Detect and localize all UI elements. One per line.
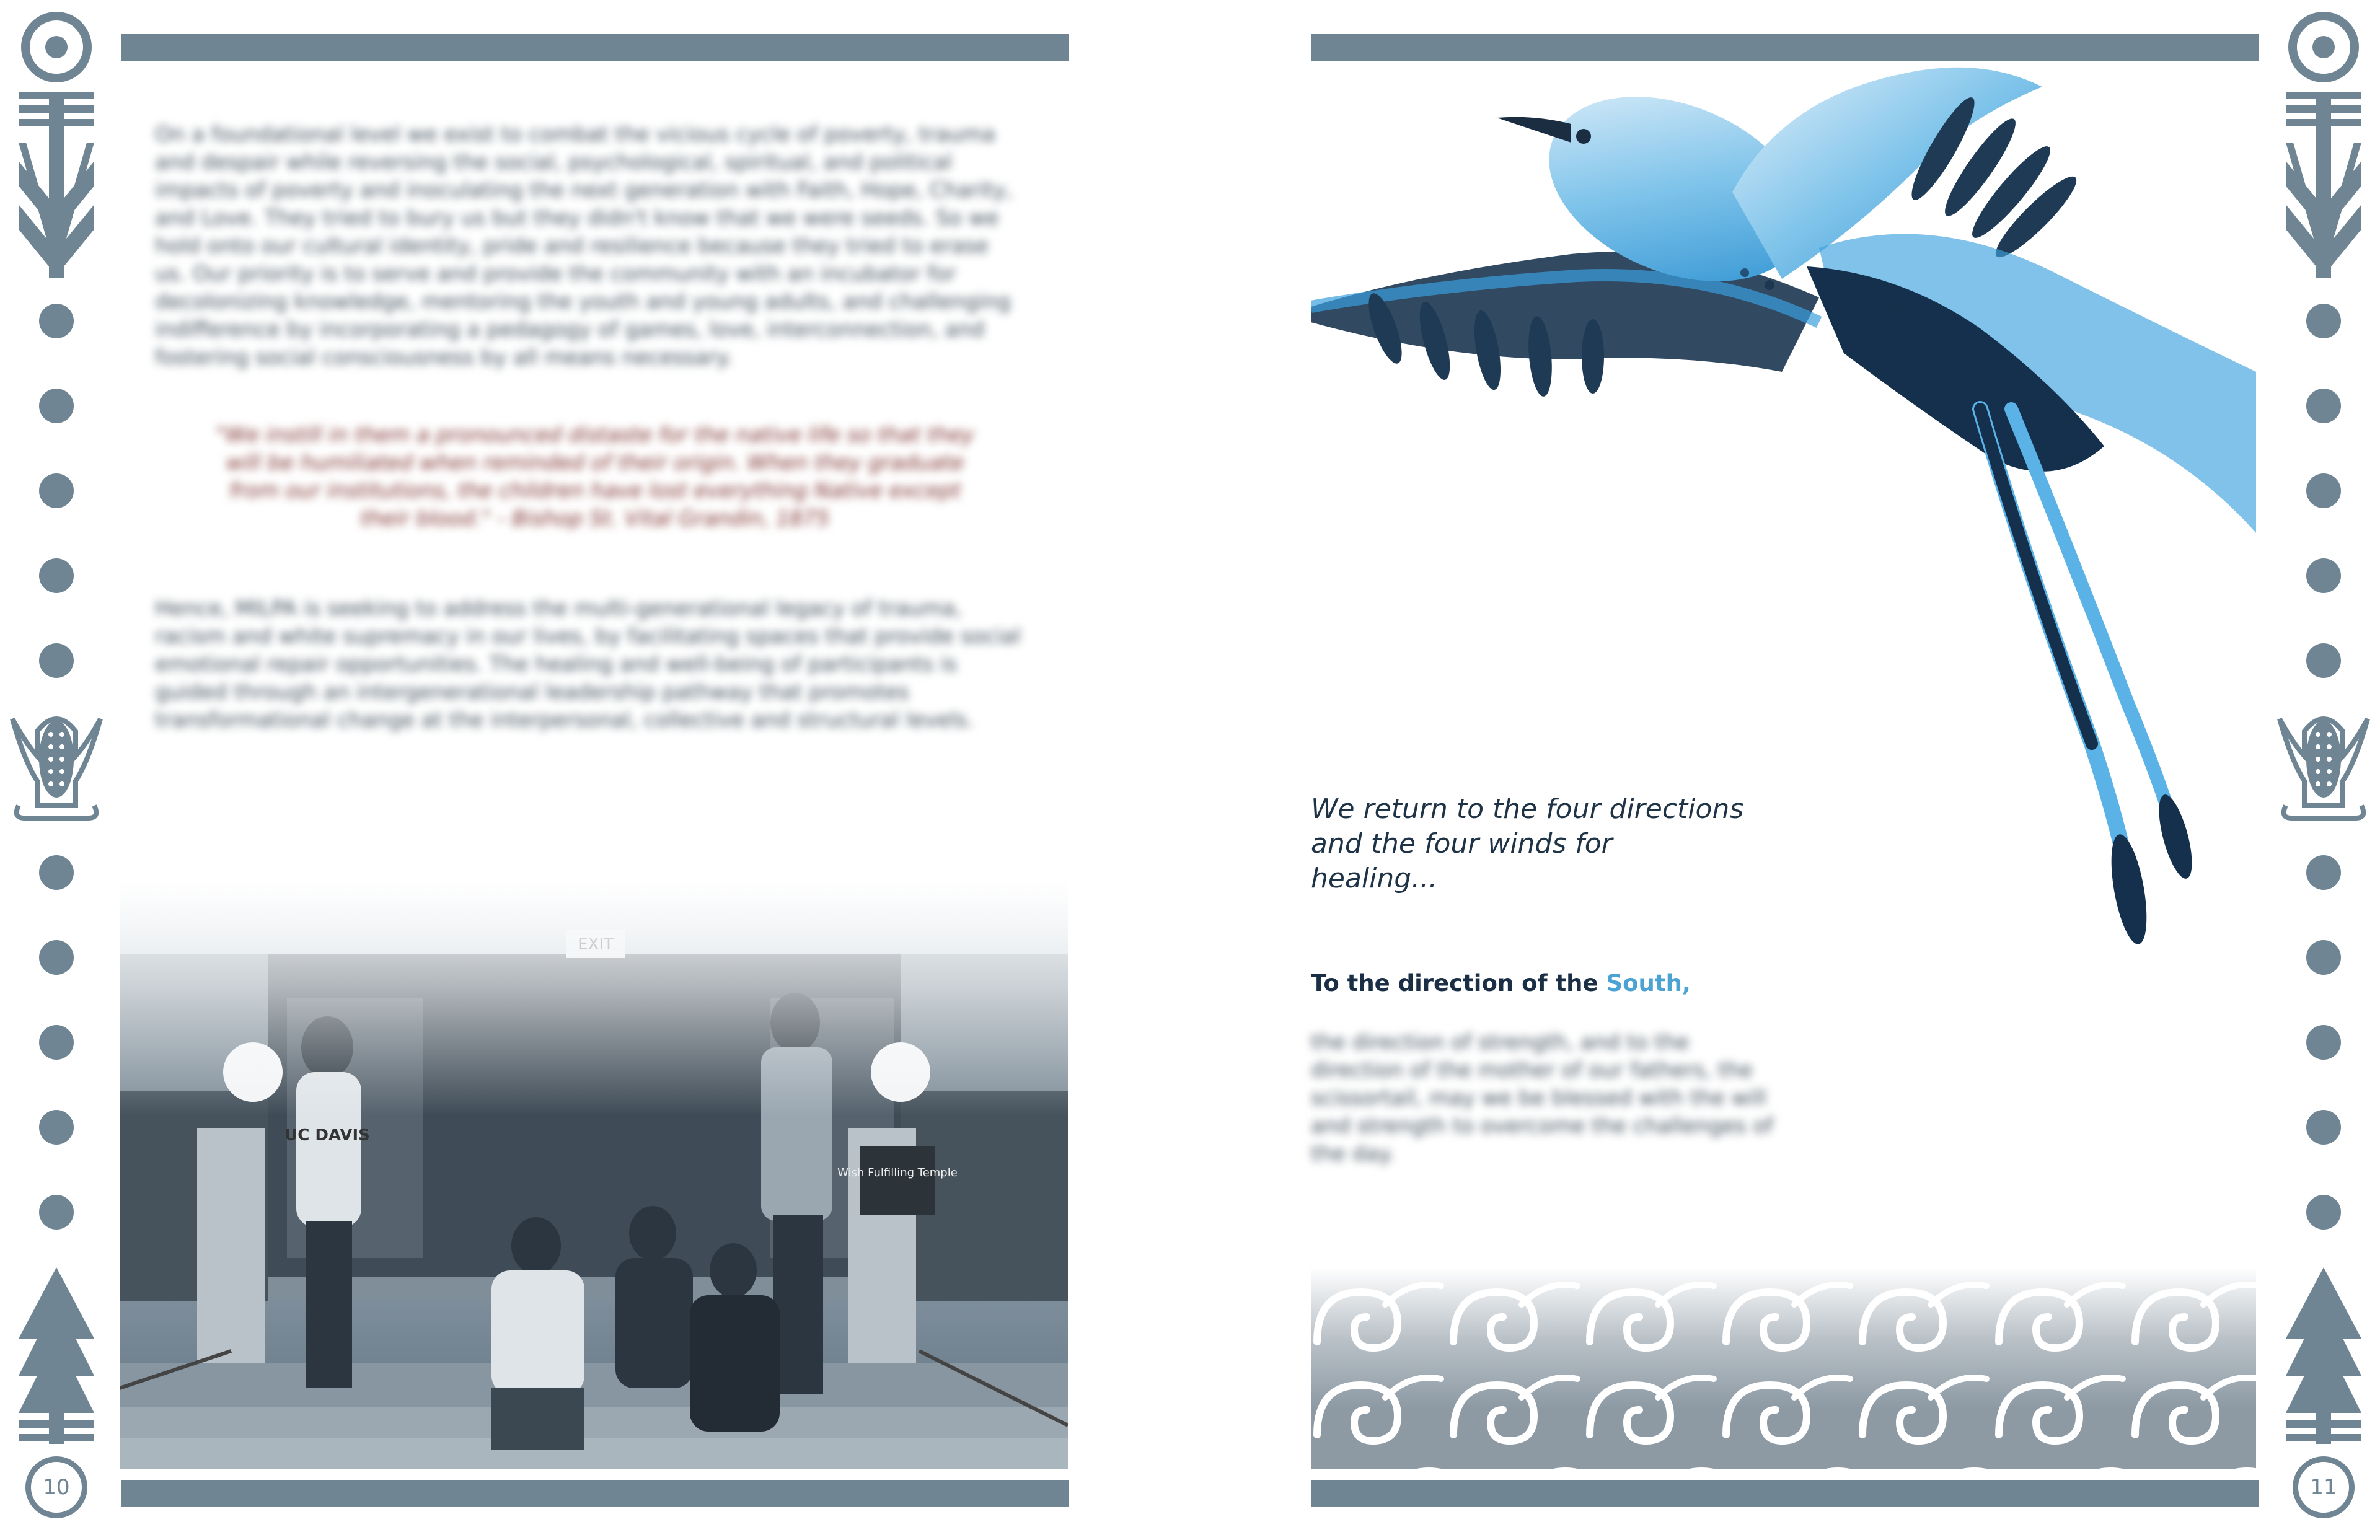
page-number-right: 11 <box>2293 1456 2355 1518</box>
group-photo <box>120 880 1068 1469</box>
page-number-left: 10 <box>25 1456 87 1518</box>
target-icon <box>2293 16 2355 78</box>
left-bottom-bar <box>121 1480 1069 1507</box>
right-border-art <box>2267 0 2380 1540</box>
left-top-bar <box>121 34 1069 61</box>
tree-icon <box>19 1267 94 1444</box>
intro-italic-heading: We return to the four directions and the four winds for healing... <box>1311 793 1744 894</box>
dot-icon <box>2306 304 2341 678</box>
corn-icon <box>2280 719 2368 818</box>
group-photo-art <box>120 880 1068 1469</box>
corn-icon <box>12 719 100 818</box>
right-decorative-border <box>2267 0 2380 1540</box>
direction-name: South, <box>1606 970 1691 997</box>
left-decorative-border <box>0 0 113 1540</box>
left-paragraph-1: On a foundational level we exist to combat the vicious cycle of poverty, trauma and despair while reversing the social, psychological, spiritual, and political impacts of poverty and inoculating the next generation with Faith, Hope, Charity, and Love. They tried to bury us but they didn't know that we were seeds. So we hold onto our cultural identity, pride and resilience because they tried to erase us. Our priority is to serve and provide the community with an incubator for decolonizing knowledge, mentoring the youth and young adults, and challenging indifference by incorporating a pedagogy of games, love, interconnection, and fostering social consciousness by all means necessary. <box>155 122 1013 370</box>
direction-body: the direction of strength, and to the direction of the mother of our fathers, the scissortail, may we be blessed with the will and strength to overcome the challenges of the day. <box>1311 1030 1773 1166</box>
direction-heading <box>1311 970 1691 997</box>
direction-prefix: To the direction of the <box>1311 970 1606 997</box>
left-paragraph-2: Hence, MILPA is seeking to address the multi-generational legacy of trauma, racism and white supremacy in our lives, by facilitating spaces that provide social emotional repair opportunities. The healing and well-being of participants is guided through an intergenerational leadership pathway that promotes transformational change at the interpersonal, collective and structural levels. <box>155 596 1021 733</box>
right-top-bar <box>1311 34 2259 61</box>
target-icon <box>25 16 87 78</box>
dot-icon <box>39 304 74 678</box>
arrow-down-icon <box>2286 92 2361 278</box>
left-quote: "We instill in them a pronounced distaste for the native life so that they will be humiliated when reminded of their origin. When they graduate from our institutions, the children have lost everything Native except their blood." - Bishop St. Vital Grandin, 1875 <box>216 423 974 531</box>
arrow-down-icon <box>19 92 94 278</box>
wave-pattern <box>1311 1267 2256 1469</box>
right-bottom-bar <box>1311 1480 2259 1507</box>
wave-pattern-icon <box>1311 1267 2256 1469</box>
left-border-art <box>0 0 113 1540</box>
tree-icon <box>2286 1267 2361 1444</box>
